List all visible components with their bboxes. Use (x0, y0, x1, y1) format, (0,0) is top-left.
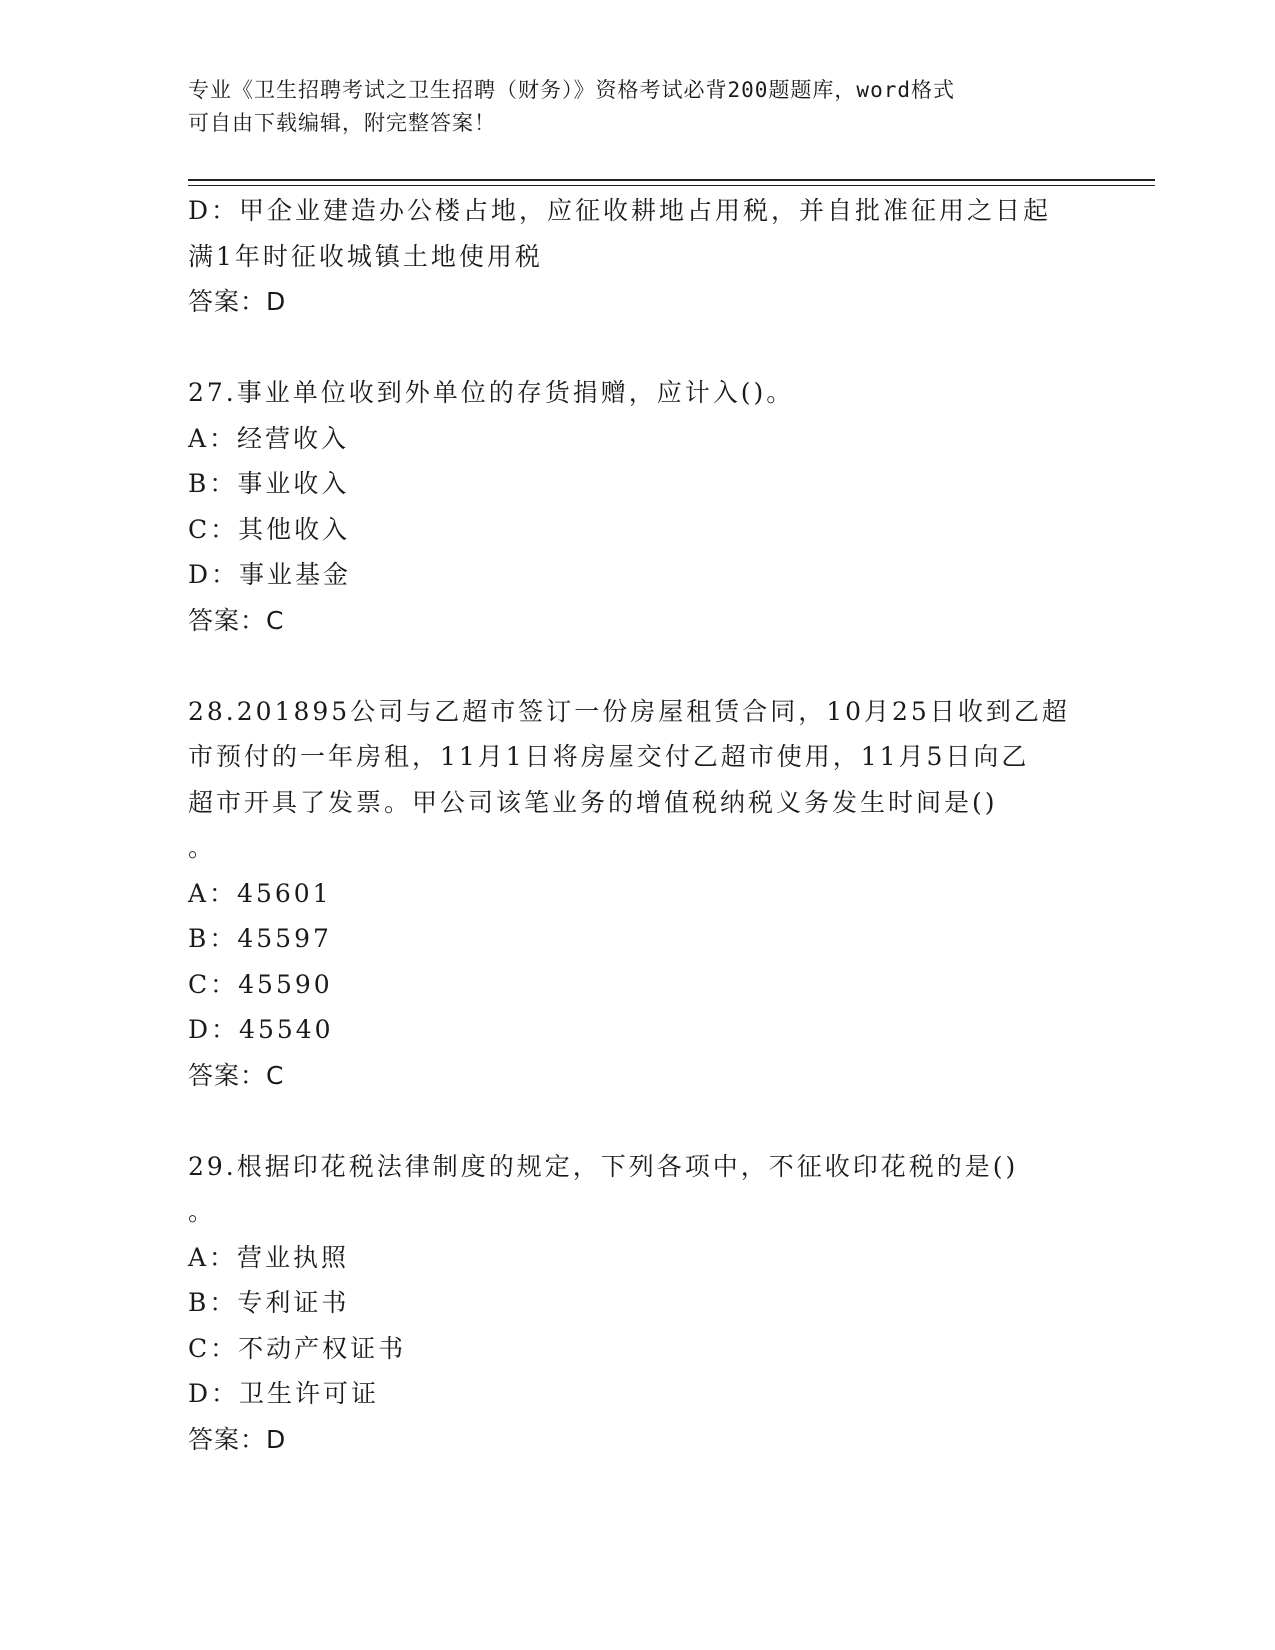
question-stem-line-2: 市预付的一年房租，11月1日将房屋交付乙超市使用，11月5日向乙 (188, 742, 1030, 771)
answer: 答案：D (188, 1424, 287, 1454)
question-28 (188, 689, 1088, 1099)
option-d-line-2: 满1年时征收城镇土地使用税 (188, 241, 543, 271)
option-d: D：卫生许可证 (188, 1379, 380, 1408)
spacer (188, 643, 1088, 689)
header-divider-thick (188, 179, 1155, 181)
question-stem-line-1: 28.201895公司与乙超市签订一份房屋租赁合同，10月25日收到乙超 (188, 696, 1070, 726)
question-stem-line-4: 。 (188, 833, 217, 862)
document-header (188, 74, 1068, 140)
question-29 (188, 1144, 1088, 1463)
option-c: C：45590 (188, 969, 333, 999)
option-d-line-1: D：甲企业建造办公楼占地，应征收耕地占用税，并自批准征用之日起 (188, 196, 1052, 225)
option-b: B：事业收入 (188, 469, 350, 498)
option-b: B：专利证书 (188, 1288, 350, 1317)
question-26 (188, 188, 1088, 325)
option-b: B：45597 (188, 924, 332, 953)
option-d: D：45540 (188, 1015, 334, 1044)
header-divider-thin (188, 185, 1155, 186)
option-a: A：营业执照 (188, 1242, 350, 1272)
header-line-2: 可自由下载编辑，附完整答案！ (188, 111, 496, 135)
header-line-1: 专业《卫生招聘考试之卫生招聘（财务）》资格考试必背200题题库，word格式 (188, 78, 955, 102)
question-stem-line-2: 。 (188, 1197, 217, 1226)
answer: 答案：D (188, 287, 287, 316)
spacer (188, 1098, 1088, 1144)
question-stem-line-1: 29.根据印花税法律制度的规定，下列各项中，不征收印花税的是() (188, 1151, 1019, 1181)
option-c: C：其他收入 (188, 514, 351, 544)
question-27 (188, 370, 1088, 643)
option-a: A：经营收入 (188, 423, 350, 453)
option-a: A：45601 (188, 878, 332, 908)
document-body (188, 188, 1088, 1462)
spacer (188, 325, 1088, 371)
question-stem-line-3: 超市开具了发票。甲公司该笔业务的增值税纳税义务发生时间是() (188, 787, 998, 817)
question-stem: 27.事业单位收到外单位的存货捐赠，应计入()。 (188, 378, 795, 407)
option-d: D：事业基金 (188, 560, 352, 589)
option-c: C：不动产权证书 (188, 1333, 407, 1363)
answer: 答案：C (188, 605, 285, 635)
answer: 答案：C (188, 1060, 285, 1090)
